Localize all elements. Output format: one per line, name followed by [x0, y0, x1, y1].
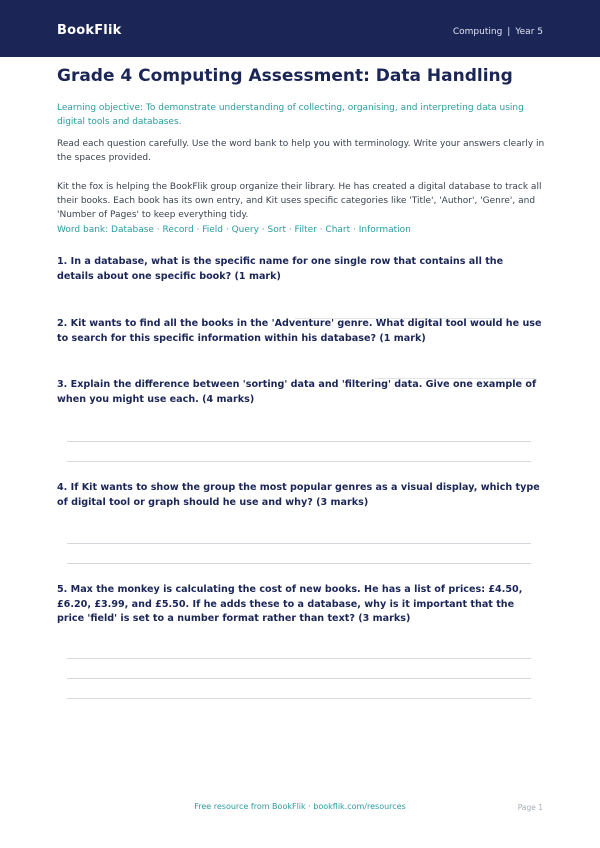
page-title: Grade 4 Computing Assessment: Data Handling — [57, 66, 513, 86]
answer-line[interactable] — [67, 678, 531, 679]
answer-line[interactable] — [67, 461, 531, 462]
answer-line[interactable] — [67, 698, 531, 699]
question-5: 5. Max the monkey is calculating the cost of new books. He has a list of prices: £4.50, £6.20, £3.99, and £5.50. If he adds these to a database, why is it important that the price 'field' is set to a number format rather than text? (3 marks) — [57, 584, 523, 624]
learning-objective: Learning objective: To demonstrate understanding of collecting, organising, and interpreting data using digital tools and databases. — [57, 103, 524, 127]
answer-line[interactable] — [67, 441, 531, 442]
header-meta — [453, 27, 543, 37]
question-1: 1. In a database, what is the specific name for one single row that contains all the details about one specific book? (1 mark) — [57, 256, 504, 282]
question-2: 2. Kit wants to find all the books in the 'Adventure' genre. What digital tool would he use to search for this specific information within his database? (1 mark) — [57, 318, 542, 344]
year-label: Year 5 — [515, 27, 543, 37]
word-bank: Word bank: Database · Record · Field · Query · Sort · Filter · Chart · Information — [57, 225, 411, 235]
answer-line[interactable] — [67, 658, 531, 659]
question-3: 3. Explain the difference between 'sorting' data and 'filtering' data. Give one example of when you might use each. (4 marks) — [57, 379, 537, 405]
subject-label: Computing — [452, 27, 503, 37]
question-4: 4. If Kit wants to show the group the most popular genres as a visual display, which type of digital tool or graph should he use and why? (3 marks) — [57, 482, 540, 508]
answer-line[interactable] — [67, 543, 531, 544]
page-number: Page 1 — [517, 803, 543, 812]
page-header — [0, 0, 600, 57]
footer-resource-link[interactable]: Free resource from BookFlik · bookflik.com/resources — [194, 802, 406, 811]
brand-logo[interactable]: BookFlik — [57, 23, 122, 38]
header-separator: | — [507, 27, 511, 37]
instructions-text: Read each question carefully. Use the word bank to help you with terminology. Write your answers clearly in the spaces provided. — [57, 139, 545, 163]
story-text: Kit the fox is helping the BookFlik group organize their library. He has created a digital database to track all their books. Each book has its own entry, and Kit uses specific categories like 'Title', 'Author', 'Genre', and 'Number of Pages' to keep everything tidy. — [57, 182, 542, 220]
answer-line[interactable] — [67, 563, 531, 564]
